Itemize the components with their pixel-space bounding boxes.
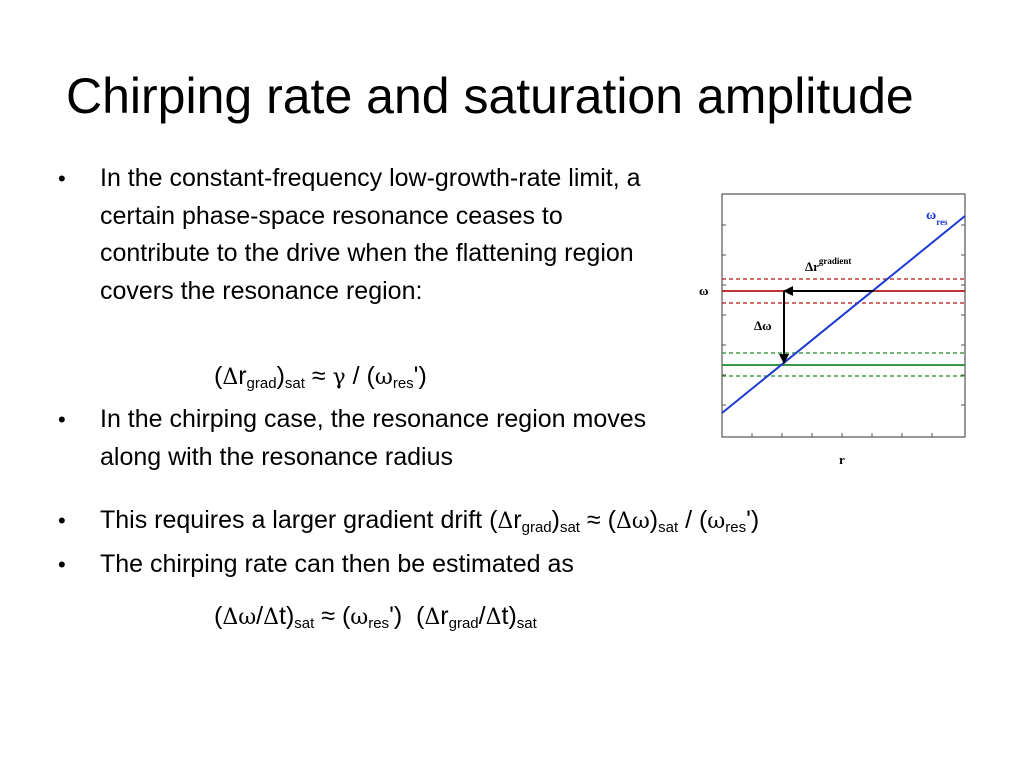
approx-symbol: ≈ [314,602,342,630]
dr-gradient-label: $\Delta r^{gradient}$ [805,256,852,274]
bullet-text: In the constant-frequency low-growth-rate limit, a certain phase-space resonance ceases to contribute to the drive when the flattening region covers the resonance region: [100,164,641,305]
omega-symbol: ω [707,509,726,534]
formula-saturation-width: $(\Delta r_{grad})_{sat} \approx \gamma / (\omega_{res}')$ [214,362,427,392]
bullet-item [58,502,958,541]
r-symbol: r [440,602,449,630]
sat-subscript: sat [284,375,305,392]
gamma-symbol: γ [332,365,346,390]
bullet-dot: • [58,166,66,191]
r-symbol: r [238,362,247,390]
bullet-text: This requires a larger gradient drift $(\Delta r_{grad})_{sat} \approx (\Delta\omega)_{sat} / (\omega_{res}')$ [100,506,760,536]
delta-symbol: Δ [497,509,514,534]
sat-subscript: sat [516,615,537,632]
delta-symbol: Δ [222,605,239,630]
delta-symbol: Δ [485,605,502,630]
r-axis-label: r [839,452,845,467]
bullet-dot: • [58,552,66,577]
bullet-dot: • [58,508,66,533]
bullet-item [58,401,648,476]
slash: / [678,506,699,534]
bullet-item [58,546,648,584]
bullet-prefix-text: This requires a larger gradient drift [100,506,490,534]
sat-subscript: sat [658,519,679,536]
slide-title: Chirping rate and saturation amplitude [66,68,914,124]
sat-subscript: sat [559,519,580,536]
delta-symbol: Δ [424,605,441,630]
res-subscript: res [368,615,390,632]
omega-symbol: ω [350,605,369,630]
delta-symbol: Δ [222,365,239,390]
bullet-dot: • [58,407,66,432]
bullet-item [58,160,648,310]
res-subscript: res [725,519,747,536]
omega-axis-label: ω [699,283,709,298]
delta-symbol: Δ [615,509,632,534]
prime: ' [389,602,394,630]
resonance-diagram [690,185,980,475]
fraction-slash: / [256,602,264,630]
prime: ' [413,362,419,390]
approx-symbol: ≈ [304,362,333,390]
omega-symbol: ω [374,365,393,390]
grad-subscript: grad [246,375,277,392]
omega-symbol: ω [631,509,650,534]
grad-subscript: grad [448,615,479,632]
r-symbol: r [513,506,522,534]
bullet-text: The chirping rate can then be estimated as [100,550,574,578]
res-subscript: res [392,375,414,392]
approx-symbol: ≈ [579,506,608,534]
t-symbol: t [279,602,286,630]
sat-subscript: sat [294,615,315,632]
omega-res-label: $\omega_{res}$ [926,208,948,227]
slash: / [345,362,367,390]
formula-chirping-rate: $(\Delta\omega/\Delta t)_{sat} \approx (\omega_{res}')$ $(\Delta r_{grad}/\Delta t)_{sat}$ [214,602,537,632]
t-symbol: t [501,602,509,630]
bullet-text: In the chirping case, the resonance region moves along with the resonance radius [100,405,647,471]
fraction-slash: / [478,602,486,630]
delta-symbol: Δ [263,605,280,630]
grad-subscript: grad [521,519,552,536]
delta-omega-label: Δω [754,318,772,333]
prime: ' [746,506,751,534]
omega-symbol: ω [238,605,257,630]
